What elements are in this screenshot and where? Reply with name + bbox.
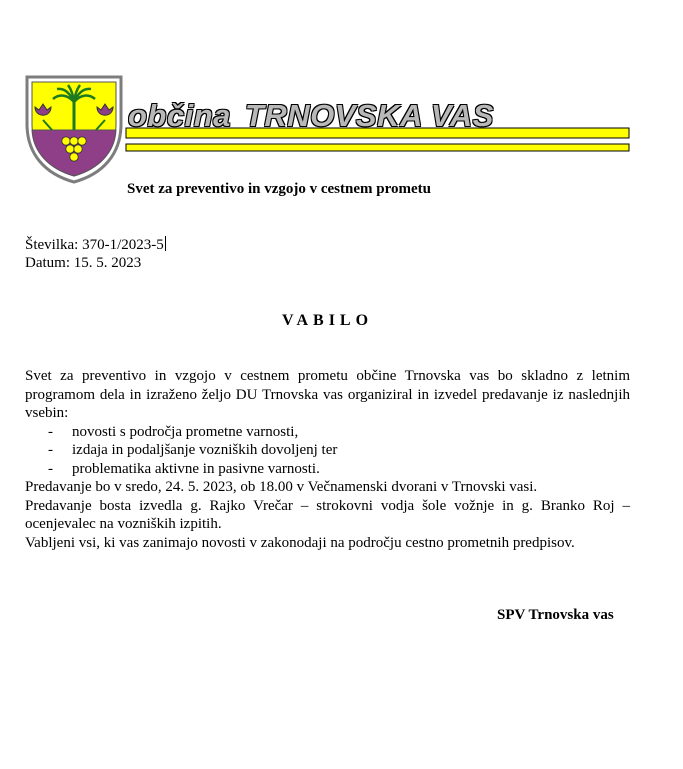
document-date: Datum: 15. 5. 2023: [25, 255, 142, 271]
coat-of-arms-logo: [23, 72, 125, 184]
signature: SPV Trnovska vas: [497, 607, 614, 623]
closing-paragraph: Vabljeni vsi, ki vas zanimajo novosti v zakonodaji na področju cestno prometnih predpisov.: [25, 534, 575, 551]
document-meta: [25, 236, 166, 272]
topic-list: [25, 423, 630, 479]
document-number: [25, 236, 166, 254]
text-cursor: [165, 236, 166, 251]
document-number-text: Številka: 370-1/2023-5: [25, 237, 164, 253]
intro-paragraph: Svet za preventivo in vzgojo v cestnem prometu občine Trnovska vas bo skladno z letnim programom dela in izraženo željo DU Trnovska vas organiziral in izvedel predavanje iz naslednjih vsebin:: [25, 368, 630, 421]
banner-name: TRNOVSKA VAS: [244, 98, 494, 133]
council-subtitle: Svet za preventivo in vzgojo v cestnem prometu: [127, 181, 431, 197]
when-where-paragraph: Predavanje bo v sredo, 24. 5. 2023, ob 18.00 v Večnamenski dvorani v Trnovski vasi.: [25, 479, 538, 495]
banner-prefix: občina: [128, 98, 231, 133]
speakers-paragraph: Predavanje bosta izvedla g. Rajko Vrečar – strokovni vodja šole vožnje in g. Branko Roj – ocenjevalec na vozniških izpitih.: [25, 497, 630, 532]
list-item: - novosti s področja prometne varnosti,: [25, 423, 630, 442]
municipality-banner-title: [128, 98, 494, 134]
invitation-body: [25, 367, 630, 552]
list-item: - izdaja in podaljšanje vozniških dovoljenj ter: [25, 441, 630, 460]
invitation-heading: VABILO: [281, 312, 374, 329]
list-item: - problematika aktivne in pasivne varnosti.: [25, 460, 630, 479]
